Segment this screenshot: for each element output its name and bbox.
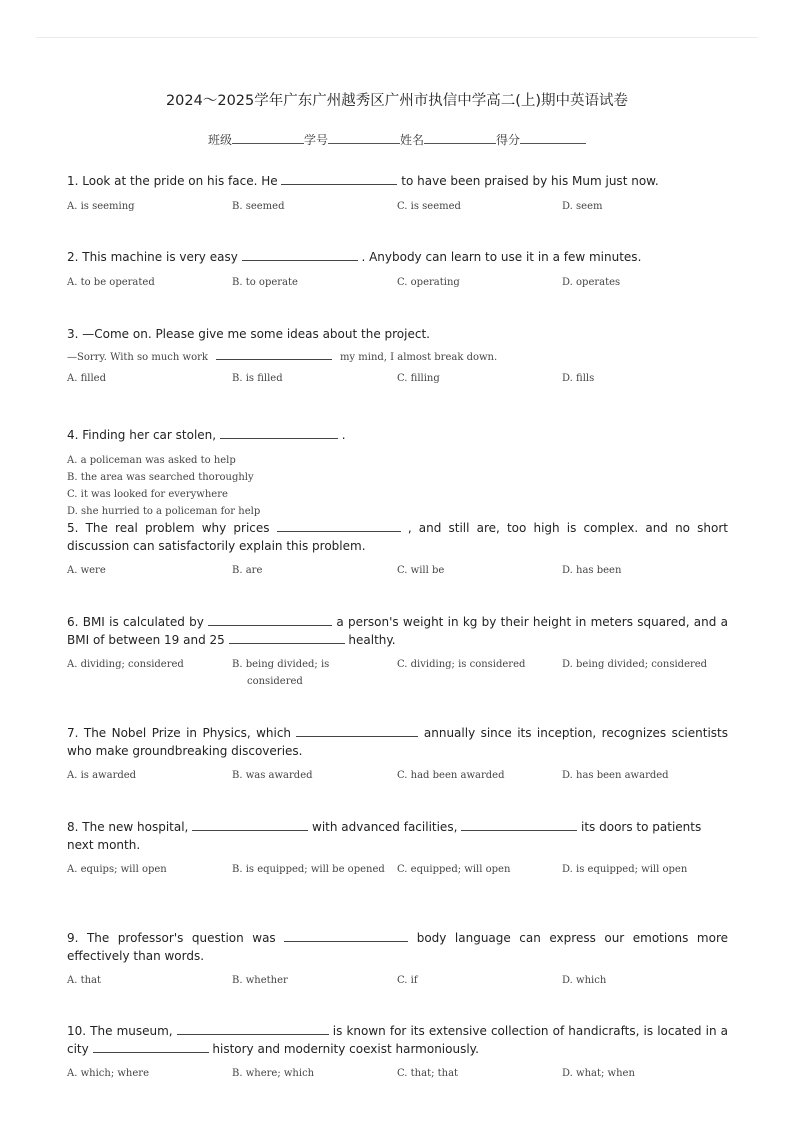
option-b[interactable]: B. is equipped; will be opened	[232, 864, 385, 875]
answer-blank[interactable]	[208, 614, 332, 626]
stem-text: healthy.	[344, 632, 396, 647]
option-d[interactable]: D. has been	[562, 565, 622, 576]
question-stem	[67, 249, 728, 267]
option-b[interactable]: B. is filled	[232, 372, 283, 384]
option-a[interactable]: A. filled	[67, 372, 106, 384]
option-a[interactable]: A. is awarded	[67, 770, 137, 781]
stem-text: 4. Finding her car stolen,	[67, 428, 220, 442]
stem-text: with advanced facilities,	[308, 820, 462, 834]
option-a[interactable]: A. is seeming	[67, 200, 135, 212]
option-d[interactable]: D. she hurried to a policeman for help	[67, 505, 261, 517]
question-5	[67, 520, 728, 579]
stem-text: 7. The Nobel Prize in Physics, which	[67, 726, 297, 740]
question-stem	[67, 614, 728, 649]
options	[67, 1065, 728, 1082]
option-a[interactable]: A. that	[67, 975, 102, 986]
answer-blank[interactable]	[177, 1023, 329, 1035]
field-label: 得分	[496, 133, 521, 147]
dialogue-line	[67, 349, 728, 366]
answer-blank[interactable]	[229, 632, 345, 644]
option-a[interactable]: A. were	[67, 565, 106, 576]
field-label: 学号	[303, 133, 328, 147]
option-b[interactable]: B. are	[232, 565, 263, 576]
answer-blank[interactable]	[232, 132, 304, 144]
stem-text: 1. Look at the pride on his face. He	[67, 174, 282, 188]
option-b[interactable]: B. the area was searched thoroughly	[67, 471, 254, 483]
field-name[interactable]	[400, 133, 496, 147]
field-label: 班级	[207, 133, 232, 147]
answer-blank[interactable]	[296, 725, 418, 737]
answer-blank[interactable]	[93, 1041, 209, 1053]
option-d[interactable]: D. what; when	[562, 1068, 635, 1079]
top-rule	[36, 37, 758, 38]
question-stem	[67, 326, 728, 344]
answer-blank[interactable]	[216, 349, 332, 360]
answer-blank[interactable]	[284, 930, 408, 942]
field-label: 姓名	[400, 133, 425, 147]
question-stem	[67, 819, 728, 854]
option-d[interactable]: D. is equipped; will open	[562, 864, 688, 875]
answer-blank[interactable]	[281, 173, 397, 185]
stem-text: body language can express our emotions more effectively than words.	[67, 931, 729, 963]
question-stem	[67, 427, 728, 445]
answer-blank[interactable]	[192, 819, 308, 831]
dialogue-text: my mind, I almost break down.	[339, 351, 498, 363]
option-d[interactable]: D. which	[562, 975, 607, 986]
option-c[interactable]: C. is seemed	[397, 200, 461, 212]
option-d[interactable]: D. fills	[562, 372, 595, 384]
dialogue-text: —Sorry. With so much work	[67, 351, 208, 363]
option-c[interactable]: C. if	[397, 975, 418, 986]
question-stem	[67, 1023, 728, 1058]
stem-text: 8. The new hospital,	[67, 820, 193, 834]
options	[67, 274, 728, 291]
option-a[interactable]: A. a policeman was asked to help	[67, 454, 236, 466]
question-10	[67, 1023, 728, 1082]
question-stem	[67, 173, 728, 191]
question-stem	[67, 930, 728, 965]
option-b[interactable]: B. where; which	[232, 1068, 315, 1079]
options	[67, 370, 728, 387]
student-info-line	[0, 131, 794, 148]
options	[67, 656, 728, 690]
stem-text: 6. BMI is calculated by	[67, 615, 209, 629]
option-c[interactable]: C. dividing; is considered	[397, 659, 526, 670]
option-c[interactable]: C. had been awarded	[397, 770, 505, 781]
option-c[interactable]: C. filling	[397, 372, 440, 384]
answer-blank[interactable]	[242, 249, 358, 261]
question-stem	[67, 725, 728, 760]
option-b[interactable]: B. whether	[232, 975, 288, 986]
stem-text: , and still are, too high is complex. and no short discussion can satisfactorily explain this problem.	[67, 521, 728, 553]
answer-blank[interactable]	[328, 132, 400, 144]
option-c[interactable]: C. operating	[397, 276, 460, 288]
page-title: 2024～2025学年广东广州越秀区广州市执信中学高二(上)期中英语试卷	[165, 93, 629, 109]
option-b[interactable]: B. seemed	[232, 200, 285, 212]
stem-text: 5. The real problem why prices	[67, 521, 277, 535]
option-c[interactable]: C. equipped; will open	[397, 864, 511, 875]
options	[67, 767, 728, 784]
option-a[interactable]: A. dividing; considered	[67, 659, 184, 670]
option-a[interactable]: A. which; where	[67, 1068, 149, 1079]
stem-text: is known for its extensive collection of handicrafts, is located in a city	[67, 1024, 728, 1056]
field-student-id[interactable]	[304, 133, 400, 147]
question-2	[67, 249, 728, 291]
option-c[interactable]: C. it was looked for everywhere	[67, 488, 228, 500]
question-stem	[67, 520, 728, 555]
stem-text: 10. The museum,	[67, 1024, 177, 1038]
question-6	[67, 614, 728, 690]
answer-blank[interactable]	[220, 427, 338, 439]
question-4	[67, 427, 728, 520]
options	[67, 562, 728, 579]
stem-text: history and modernity coexist harmoniously.	[208, 1041, 479, 1056]
question-7	[67, 725, 728, 784]
options	[67, 861, 728, 878]
stem-text: annually since its inception, recognizes scientists who make groundbreaking discoveries.	[67, 726, 728, 758]
stem-text: .	[337, 428, 346, 442]
stem-text: 9. The professor's question was	[67, 931, 285, 945]
stem-text: . Anybody can learn to use it in a few minutes.	[357, 250, 642, 264]
option-a[interactable]: A. equips; will open	[67, 864, 167, 875]
option-d[interactable]: D. being divided; considered	[562, 659, 708, 670]
answer-blank[interactable]	[461, 819, 577, 831]
field-class[interactable]	[208, 133, 304, 147]
option-b[interactable]: B. was awarded	[232, 770, 313, 781]
option-c[interactable]: C. will be	[397, 565, 445, 576]
field-score[interactable]	[496, 133, 586, 147]
question-3	[67, 326, 728, 387]
answer-blank[interactable]	[277, 520, 401, 532]
option-a[interactable]: A. to be operated	[67, 276, 155, 288]
question-9	[67, 930, 728, 989]
option-d[interactable]: D. operates	[562, 276, 621, 288]
option-b[interactable]: B. to operate	[232, 276, 298, 288]
option-c[interactable]: C. that; that	[397, 1068, 459, 1079]
answer-blank[interactable]	[520, 132, 586, 144]
stem-text: to have been praised by his Mum just now.	[397, 174, 659, 188]
question-8	[67, 819, 728, 878]
option-b[interactable]: B. being divided; is considered	[232, 659, 330, 687]
option-d[interactable]: D. has been awarded	[562, 770, 669, 781]
option-d[interactable]: D. seem	[562, 200, 603, 212]
options	[67, 972, 728, 989]
answer-blank[interactable]	[424, 132, 496, 144]
stem-text: 3. —Come on. Please give me some ideas about the project.	[67, 327, 430, 341]
stem-text: 2. This machine is very easy	[67, 250, 242, 264]
stem-text: its doors to patients next month.	[67, 820, 702, 852]
options	[67, 452, 728, 520]
options	[67, 198, 728, 215]
stem-text: a person's weight in kg by their height in meters squared, and a BMI of between 19 and 25	[67, 615, 728, 647]
question-1	[67, 173, 728, 215]
